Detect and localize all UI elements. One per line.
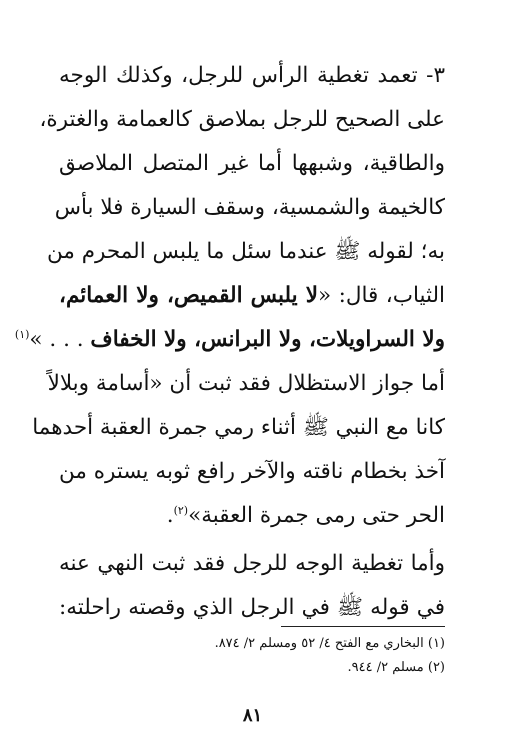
text-line: ٣- تعمد تغطية الرأس للرجل، وكذلك الوجه — [59, 63, 445, 88]
footnote-marker: (١) — [14, 327, 30, 341]
text-line — [59, 274, 445, 318]
hadith-quote: ولا السراويلات، ولا البرانس، ولا الخفاف — [90, 327, 445, 352]
quote-intro: الثياب، قال: « — [318, 283, 445, 308]
footnote: (٢) مسلم ٢/ ٩٤٤. — [347, 660, 445, 675]
text-line: أما جواز الاستظلال فقد ثبت أن «أسامة وبلالاً — [47, 371, 445, 396]
footnote: (١) البخاري مع الفتح ٤/ ٥٢ ومسلم ٢/ ٨٧٤. — [214, 636, 445, 651]
page-number: ٨١ — [242, 705, 263, 726]
text-line — [14, 318, 445, 362]
text-line: كانا مع النبي ﷺ أثناء رمي جمرة العقبة أحدهما — [32, 415, 445, 440]
text-line: وأما تغطية الوجه للرجل فقد ثبت النهي عنه — [59, 551, 445, 576]
line-text: الحر حتى رمى جمرة العقبة» — [188, 503, 445, 528]
text-line: كالخيمة والشمسية، وسقف السيارة فلا بأس — [54, 195, 445, 220]
text-line: والطاقية، وشبهها أما غير المتصل الملاصق — [59, 151, 445, 176]
hadith-quote: لا يلبس القميص، ولا العمائم، — [59, 283, 319, 308]
footnote-marker: (٢) — [173, 503, 189, 517]
line-end: . — [166, 503, 174, 528]
footnote-divider — [281, 626, 445, 627]
text-line: على الصحيح للرجل بملاصق كالعمامة والغترة، — [39, 107, 445, 132]
text-line: آخذ بخطام ناقته والآخر رافع ثوبه يستره من — [59, 459, 445, 484]
text-line: في قوله ﷺ في الرجل الذي وقصته راحلته: — [59, 595, 445, 620]
text-line — [59, 494, 445, 538]
text-line: به؛ لقوله ﷺ عندما سئل ما يلبس المحرم من — [46, 239, 445, 264]
quote-close: . . . » — [29, 327, 84, 352]
